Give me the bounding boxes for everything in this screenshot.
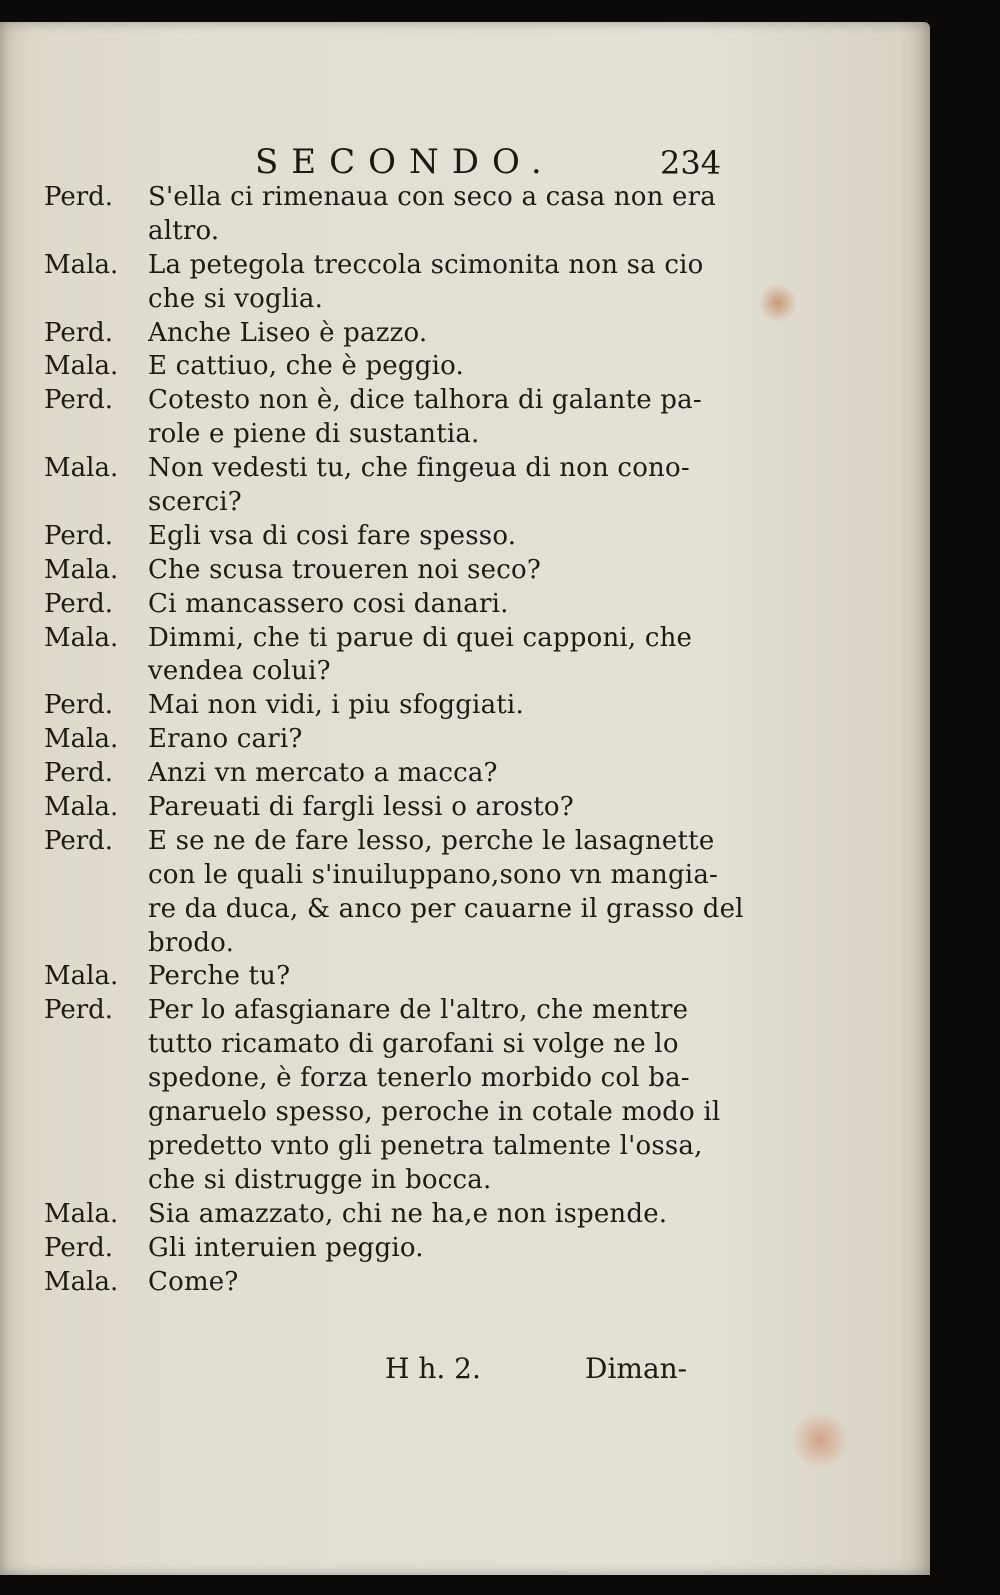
- speaker-label: Perd.: [44, 690, 114, 721]
- line-text: Sia amazzato, chi ne ha,e non ispende.: [148, 1198, 668, 1229]
- line-text: Dimmi, che ti parue di quei capponi, che: [148, 622, 693, 653]
- dialogue-line: [0, 385, 930, 419]
- dialogue-line: [0, 216, 930, 250]
- line-text: Anche Liseo è pazzo.: [148, 317, 428, 348]
- line-text: altro.: [148, 215, 220, 246]
- book-page: [0, 22, 930, 1575]
- line-text: gnaruelo spesso, peroche in cotale modo il: [148, 1097, 721, 1128]
- dialogue-line: [0, 826, 930, 860]
- page-number: 234: [660, 144, 722, 182]
- line-text: vendea colui?: [148, 656, 331, 687]
- signature-mark: H h. 2.: [385, 1352, 481, 1385]
- line-text: Pareuati di fargli lessi o arosto?: [148, 792, 574, 823]
- speaker-label: Perd.: [44, 825, 114, 856]
- line-text: Ci mancassero cosi danari.: [148, 588, 509, 619]
- line-text: Come?: [148, 1266, 239, 1297]
- dialogue-line: [0, 555, 930, 589]
- dialogue-line: [0, 589, 930, 623]
- dialogue-line: [0, 419, 930, 453]
- dialogue-line: [0, 453, 930, 487]
- speaker-label: Mala.: [44, 1266, 119, 1297]
- dialogue-line: [0, 182, 930, 216]
- line-text: scerci?: [148, 487, 242, 518]
- line-text: Egli vsa di cosi fare spesso.: [148, 520, 517, 551]
- speaker-label: Mala.: [44, 724, 119, 755]
- line-text: Erano cari?: [148, 724, 303, 755]
- line-text: che si distrugge in bocca.: [148, 1164, 492, 1195]
- speaker-label: Perd.: [44, 758, 114, 789]
- dialogue-line: [0, 961, 930, 995]
- line-text: Anzi vn mercato a macca?: [148, 758, 498, 789]
- speaker-label: Mala.: [44, 961, 119, 992]
- line-text: Non vedesti tu, che fingeua di non cono-: [148, 453, 690, 484]
- dialogue-line: [0, 521, 930, 555]
- dialogue-line: [0, 318, 930, 352]
- line-text: spedone, è forza tenerlo morbido col ba-: [148, 1063, 690, 1094]
- dialogue-line: [0, 656, 930, 690]
- dialogue-line: [0, 792, 930, 826]
- line-text: La petegola treccola scimonita non sa cio: [148, 249, 704, 280]
- dialogue-line: [0, 487, 930, 521]
- line-text: E cattiuo, che è peggio.: [148, 351, 464, 382]
- dialogue-line: [0, 995, 930, 1029]
- dialogue-line: [0, 1165, 930, 1199]
- dialogue-line: [0, 250, 930, 284]
- speaker-label: Mala.: [44, 453, 119, 484]
- dialogue-line: [0, 860, 930, 894]
- line-text: role e piene di sustantia.: [148, 419, 480, 450]
- line-text: tutto ricamato di garofani si volge ne lo: [148, 1029, 679, 1060]
- dialogue-line: [0, 758, 930, 792]
- dialogue-line: [0, 351, 930, 385]
- running-title: SECONDO.: [255, 142, 555, 182]
- dialogue-line: [0, 1233, 930, 1267]
- speaker-label: Perd.: [44, 182, 114, 212]
- line-text: con le quali s'inuiluppano,sono vn mangia-: [148, 859, 719, 890]
- line-text: Gli interuien peggio.: [148, 1232, 424, 1263]
- line-text: Che scusa troueren noi seco?: [148, 554, 541, 585]
- speaker-label: Mala.: [44, 554, 119, 585]
- line-text: Cotesto non è, dice talhora di galante pa-: [148, 385, 702, 416]
- catchword: Diman-: [585, 1352, 688, 1385]
- line-text: brodo.: [148, 927, 235, 958]
- page-footer: [0, 1352, 930, 1392]
- speaker-label: Perd.: [44, 1232, 114, 1263]
- line-text: Perche tu?: [148, 961, 291, 992]
- line-text: Mai non vidi, i piu sfoggiati.: [148, 690, 524, 721]
- dialogue-line: [0, 623, 930, 657]
- dialogue-line: [0, 1131, 930, 1165]
- speaker-label: Perd.: [44, 317, 114, 348]
- line-text: E se ne de fare lesso, perche le lasagnette: [148, 825, 715, 856]
- dialogue-line: [0, 1199, 930, 1233]
- paper-stain: [790, 1412, 850, 1468]
- speaker-label: Perd.: [44, 520, 114, 551]
- speaker-label: Perd.: [44, 588, 114, 619]
- line-text: predetto vnto gli penetra talmente l'ossa,: [148, 1130, 703, 1161]
- speaker-label: Perd.: [44, 385, 114, 416]
- speaker-label: Mala.: [44, 351, 119, 382]
- dialogue-line: [0, 724, 930, 758]
- dialogue-line: [0, 1097, 930, 1131]
- dialogue-line: [0, 284, 930, 318]
- speaker-label: Mala.: [44, 1198, 119, 1229]
- dialogue-line: [0, 1063, 930, 1097]
- dialogue-line: [0, 894, 930, 928]
- speaker-label: Perd.: [44, 995, 114, 1026]
- line-text: re da duca, & anco per cauarne il grasso del: [148, 893, 744, 924]
- speaker-label: Mala.: [44, 792, 119, 823]
- line-text: Per lo afasgianare de l'altro, che mentre: [148, 995, 689, 1026]
- line-text: S'ella ci rimenaua con seco a casa non era: [148, 182, 716, 212]
- dialogue-line: [0, 928, 930, 962]
- speaker-label: Mala.: [44, 622, 119, 653]
- page-header: [0, 122, 930, 182]
- speaker-label: Mala.: [44, 249, 119, 280]
- dialogue-text: [0, 182, 930, 1300]
- line-text: che si voglia.: [148, 283, 324, 314]
- dialogue-line: [0, 690, 930, 724]
- dialogue-line: [0, 1267, 930, 1301]
- dialogue-line: [0, 1029, 930, 1063]
